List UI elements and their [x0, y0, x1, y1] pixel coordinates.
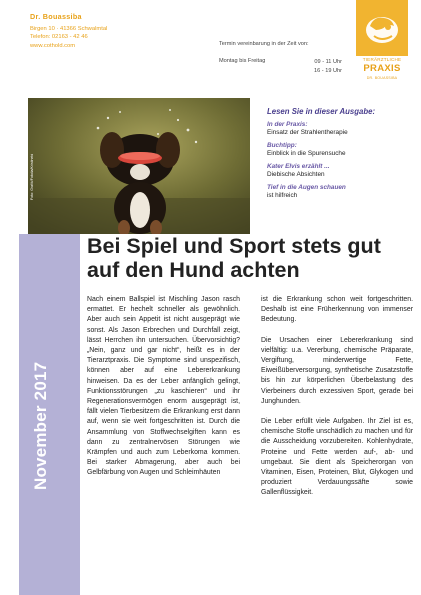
- toc-title: Einblick in die Spurensuche: [267, 150, 346, 157]
- practice-website[interactable]: www.cothold.com: [30, 42, 76, 49]
- hours-times: [299, 58, 342, 76]
- article-headline: Bei Spiel und Sport stets gut auf den Hund achten: [87, 234, 381, 282]
- article-paragraph: Nach einem Ballspiel ist Mischling Jason rasch ermattet. Er hechelt schneller als gewöhnlich. Aber auch sein Appetit ist nicht ausgeprägt wie sonst. Als Jason Erbrechen und Durchfall zeigt, lässt Herrchen ihn untersuchen. Übervorsichtig? „Nein, ganz und gar nicht“, heißt es in der Tierarztpraxis. Die Symptome sind unspezifisch, können aber auf eine Lebererkrankung hinweisen. Da es der Leber anfänglich gelingt, Funktionsstörungen „zu kaschieren“ und ihr Regenerationsvermögen enorm ausgeprägt ist, fällt vielen Tierbesitzern die Erkrankung erst dann auf, wenn sie weit fortgeschritten ist. Durch die Ansammlung von Stoffwechselgiften kann es dann zu zentralnervösen Störungen wie Krämpfen und auch zum Leberkoma kommen. Bei starker Abmagerung, aber auch bei Gelbfärbung von Augen und Schleimhäuten: [87, 296, 240, 477]
- logo-line-2: PRAXIS: [363, 63, 401, 74]
- hours-title: Termin vereinbarung in der Zeit von:: [219, 41, 309, 47]
- hours-days: Montag bis Freitag: [219, 58, 266, 64]
- practice-logo: [356, 0, 408, 88]
- article-paragraph: ist die Erkrankung schon weit fortgeschritten. Deshalb ist eine Früherkennung von immenser Bedeutung.: [261, 296, 413, 324]
- toc-category: In der Praxis:: [267, 121, 308, 128]
- toc-item[interactable]: [267, 163, 417, 179]
- article-column-1: [87, 295, 240, 489]
- dog-running-image: [28, 98, 250, 234]
- logo-emblem: [356, 0, 408, 56]
- practice-phone: Telefon: 02163 - 42 46: [30, 34, 88, 41]
- dog-photo: [28, 98, 250, 234]
- toc-item[interactable]: [267, 184, 417, 200]
- dog-cat-logo-icon: [356, 0, 408, 56]
- logo-line-3: DR. BOUASSIBA: [366, 76, 398, 80]
- photo-credit: Foto: Grafik/Fotolia/Kristinebi: [30, 153, 34, 200]
- toc-title: Diebische Absichten: [267, 171, 325, 178]
- practice-address: Birgen 10 · 41366 Schwalmtal: [30, 26, 108, 32]
- article-column-2: [261, 295, 413, 509]
- toc-category: Kater Elvis erzählt ...: [267, 163, 330, 170]
- logo-line-1: TIERÄRZTLICHE: [362, 57, 402, 62]
- article-paragraph: Die Leber erfüllt viele Aufgaben. Ihr Ziel ist es, chemische Stoffe unschädlich zu machen und für die Ausscheidung vorzubereiten. Kohlenhydrate, Proteine und Fette werden auf-, ab- und umgebaut. Sie dient als Speicherorgan von Vitaminen, Eisen, Proteinen, Blut, Glykogen und produziert Verdauungssäfte sowie Gallenflüssigkeit.: [261, 418, 413, 497]
- practice-name: Dr. Bouassiba: [30, 12, 82, 21]
- table-of-contents: [267, 107, 417, 205]
- hours-evening: 16 - 19 Uhr: [314, 68, 342, 74]
- practice-contact: [30, 25, 107, 50]
- toc-category: Tief in die Augen schauen: [267, 184, 346, 191]
- hours-morning: 09 - 11 Uhr: [314, 59, 342, 65]
- page-header: [0, 0, 421, 95]
- toc-heading: Lesen Sie in dieser Ausgabe:: [267, 107, 376, 116]
- toc-title: Einsatz der Strahlentherapie: [267, 129, 348, 136]
- toc-category: Buchtipp:: [267, 142, 297, 149]
- toc-item[interactable]: [267, 121, 417, 137]
- toc-title: ist hilfreich: [267, 192, 298, 199]
- issue-date: November 2017: [31, 361, 50, 490]
- article-paragraph: Die Ursachen einer Lebererkrankung sind vielfältig: u.a. Vererbung, chemische Präparate, Vergiftung, minderwertige Fette, Eiweißüberversorgung, synthetische Zusatzstoffe bis hin zur körperlichen Überbelastung des Vierbeiners durch exzessiven Sport, gerade bei Junghunden.: [261, 336, 413, 405]
- toc-item[interactable]: [267, 142, 417, 158]
